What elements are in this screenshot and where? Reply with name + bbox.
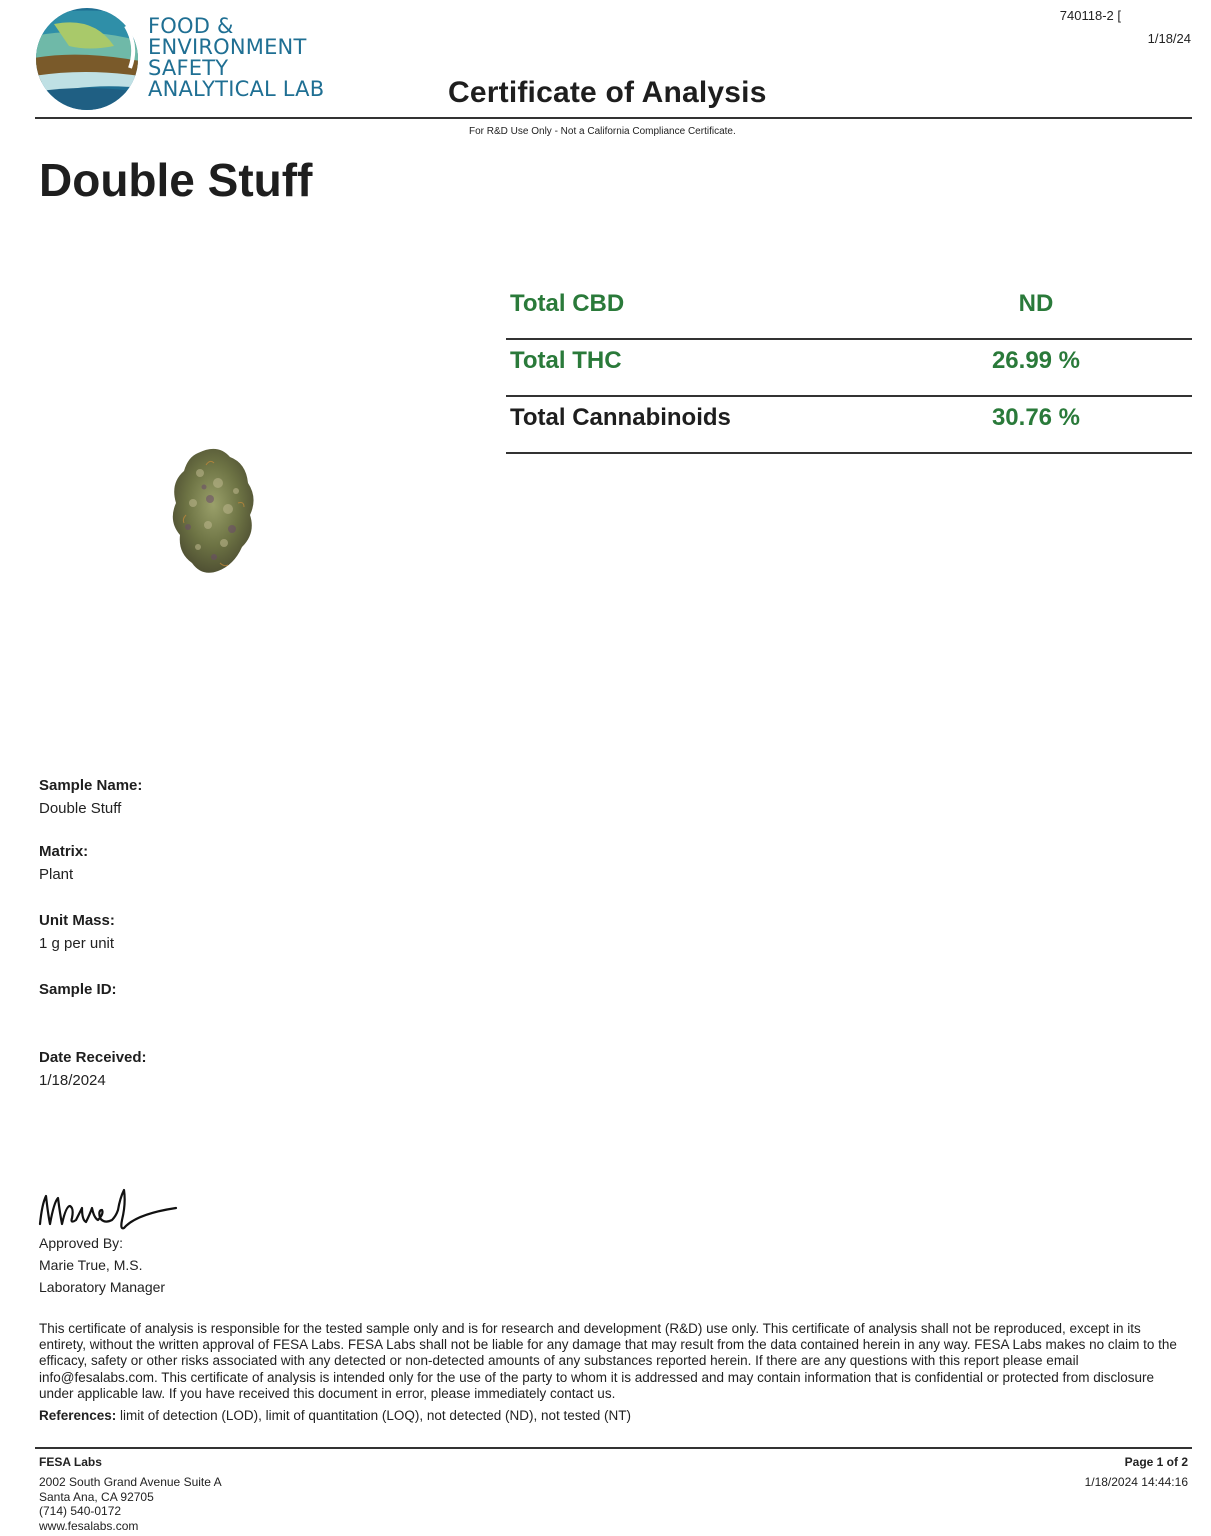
cannabis-bud-image [158, 443, 268, 583]
sample-photo [40, 295, 380, 735]
disclaimer-text: This certificate of analysis is responsible for the tested sample only and is for research and development (R&D) use only. This certificate of analysis shall not be reproduced, except in its entirety, without the written approval of FESA Labs. FESA Labs shall not be liable for any damage that may result from the data contained herein in any way. FESA Labs makes no claim to the efficacy, safety or other risks associated with any detected or non-detected amounts of any substances reported herein. If there are any questions with this report please email info@fesalabs.com. This certificate of analysis is intended only for the use of the party to whom it is addressed and may contain information that is confidential or protected from disclosure under applicable law. If you have received this document in error, please immediately contact us. [39, 1321, 1177, 1401]
footer-page-info [1085, 1455, 1188, 1490]
summary-label: Total THC [510, 347, 622, 374]
approved-by-label: Approved By: [39, 1235, 124, 1251]
summary-value: 26.99 % [991, 347, 1081, 374]
footer-company: FESA Labs [39, 1455, 102, 1469]
summary-row-total-thc [506, 340, 1192, 397]
field-unit-mass [39, 912, 147, 981]
potency-summary [506, 283, 1192, 454]
footer-address [39, 1455, 222, 1534]
field-sample-name [39, 777, 147, 843]
footer-address-line: 2002 South Grand Avenue Suite A [39, 1474, 222, 1489]
lab-logo-text [148, 16, 324, 100]
footer-divider [35, 1447, 1192, 1449]
signature-image [36, 1184, 186, 1234]
field-label: Unit Mass: [39, 912, 115, 929]
footer-website: www.fesalabs.com [39, 1519, 139, 1534]
summary-label: Total CBD [510, 290, 625, 317]
field-value: 1 g per unit [39, 935, 115, 952]
approval-block [39, 1232, 165, 1298]
logo-line: ANALYTICAL LAB [148, 77, 325, 101]
field-value: Double Stuff [39, 800, 122, 817]
field-date-received [39, 1049, 147, 1090]
header-divider [35, 117, 1192, 119]
field-matrix [39, 843, 147, 912]
approver-name: Marie True, M.S. [39, 1257, 143, 1273]
footer-phone: (714) 540-0172 [39, 1504, 122, 1519]
field-sample-id [39, 981, 147, 1049]
certificate-title: Certificate of Analysis [448, 76, 767, 109]
lab-logo-icon [34, 6, 140, 112]
document-id: 740118-2 [ [1059, 8, 1121, 23]
references-text: limit of detection (LOD), limit of quantitation (LOQ), not detected (ND), not tested (NT) [116, 1408, 631, 1423]
summary-value: ND [1018, 290, 1054, 317]
field-label: Sample Name: [39, 777, 143, 794]
rd-use-note: For R&D Use Only - Not a California Compliance Certificate. [469, 126, 736, 137]
summary-row-total-cbd [506, 283, 1192, 340]
report-timestamp: 1/18/2024 14:44:16 [1084, 1474, 1188, 1489]
logo-line: FOOD & [148, 14, 234, 38]
field-value: Plant [39, 866, 74, 883]
approver-role: Laboratory Manager [39, 1279, 166, 1295]
field-value [39, 1004, 147, 1022]
document-date: 1/18/24 [1147, 31, 1191, 46]
summary-row-total-cannabinoids [506, 397, 1192, 454]
references-label: References: [39, 1408, 117, 1423]
sample-details [39, 777, 147, 1090]
field-value: 1/18/2024 [39, 1072, 106, 1089]
logo-line: SAFETY [148, 56, 229, 80]
logo-line: ENVIRONMENT [148, 35, 307, 59]
footer-address-line: Santa Ana, CA 92705 [39, 1489, 154, 1504]
summary-label: Total Cannabinoids [510, 404, 731, 431]
field-label: Sample ID: [39, 981, 117, 998]
summary-value: 30.76 % [991, 404, 1081, 431]
field-label: Date Received: [39, 1049, 147, 1066]
references [39, 1408, 631, 1423]
lab-logo [34, 6, 334, 114]
page-number: Page 1 of 2 [1124, 1455, 1188, 1469]
field-label: Matrix: [39, 843, 89, 860]
product-title: Double Stuff [39, 154, 313, 206]
